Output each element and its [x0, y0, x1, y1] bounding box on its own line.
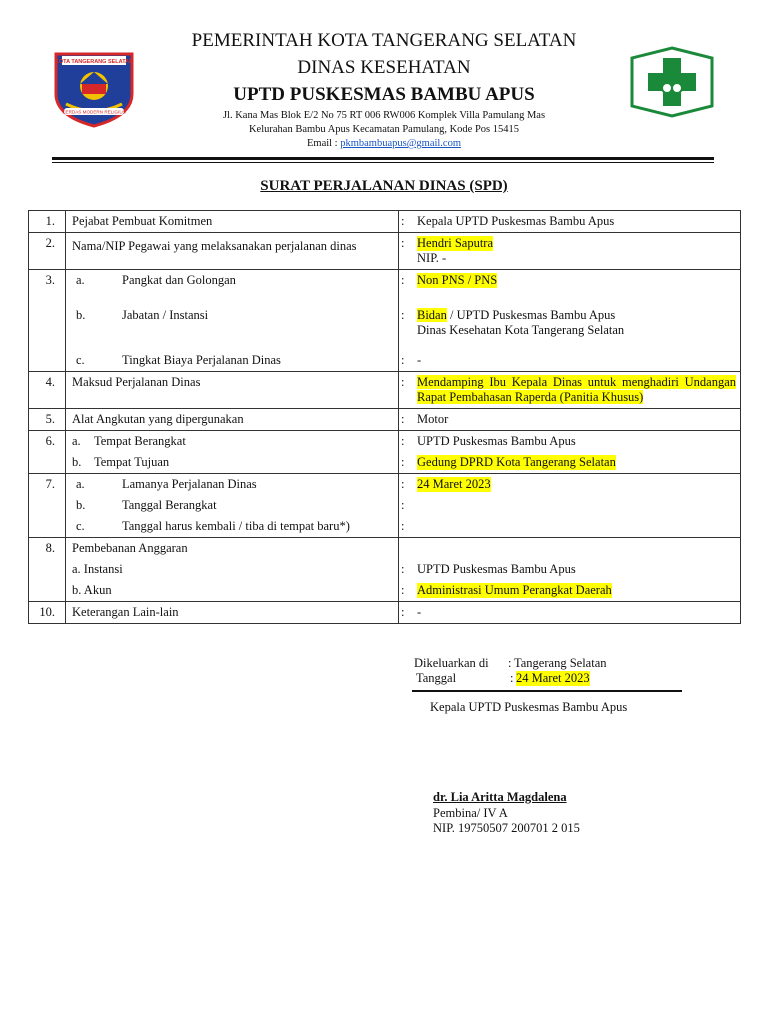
row-value: [399, 270, 741, 372]
sub-marker: c.: [76, 519, 85, 533]
rank-value: Non PNS / PNS: [417, 273, 498, 287]
colon: :: [401, 477, 405, 491]
row-value: [399, 409, 741, 431]
sub-marker: b.: [76, 308, 86, 322]
email-label: Email :: [306, 138, 341, 149]
row-number: 10.: [29, 602, 66, 624]
commitment-official: Kepala UPTD Puskesmas Bambu Apus: [417, 214, 615, 228]
remarks-value: -: [417, 605, 422, 619]
table-row: [29, 211, 741, 233]
issued-block: [414, 656, 607, 686]
row-number: 8.: [29, 538, 66, 602]
sub-label: Tanggal harus kembali / tiba di tempat baru*): [122, 519, 350, 533]
row-label: [66, 538, 399, 602]
row-value: [399, 538, 741, 602]
email-link[interactable]: pkmbambuapus@gmail.com: [340, 138, 462, 149]
agency-name: DINAS KESEHATAN: [297, 57, 471, 78]
position-value: Bidan: [417, 308, 447, 322]
sub-label: Tingkat Biaya Perjalanan Dinas: [122, 353, 281, 367]
sub-label: Jabatan / Instansi: [122, 308, 209, 322]
document-title: SURAT PERJALANAN DINAS (SPD): [260, 178, 508, 194]
row-value: [399, 372, 741, 409]
issued-rule: [412, 690, 682, 692]
employee-nip: NIP. -: [417, 251, 447, 265]
address-line-1: Jl. Kana Mas Blok E/2 No 75 RT 006 RW006 Komplek Villa Pamulang Mas: [222, 110, 546, 121]
signatory-name: dr. Lia Aritta Magdalena: [433, 790, 567, 804]
colon: :: [401, 434, 405, 448]
colon: :: [401, 273, 405, 287]
header-rule-thin: [52, 162, 714, 163]
destination-place: Gedung DPRD Kota Tangerang Selatan: [417, 455, 616, 469]
issued-place: Tangerang Selatan: [514, 656, 607, 670]
address-line-2: Kelurahan Bambu Apus Kecamatan Pamulang, Kode Pos 15415: [248, 124, 520, 135]
row-label: [66, 474, 399, 538]
colon: :: [401, 308, 405, 322]
sub-marker: a.: [76, 477, 85, 491]
sub-label: Tanggal Berangkat: [122, 498, 217, 512]
row-number: 3.: [29, 270, 66, 372]
sub-marker: c.: [76, 353, 85, 367]
colon: :: [401, 353, 405, 367]
colon: :: [401, 583, 405, 597]
sub-marker: a.: [72, 434, 81, 448]
row-value: [399, 474, 741, 538]
colon: :: [401, 605, 405, 619]
colon: :: [401, 498, 405, 512]
sub-label: Tempat Berangkat: [94, 434, 186, 448]
colon: :: [401, 455, 405, 469]
crest-motto-text: CERDAS MODERN RELIGIUS: [62, 109, 126, 115]
issued-place-label: Dikeluarkan di: [414, 656, 489, 670]
row-label: Alat Angkutan yang dipergunakan: [66, 409, 399, 431]
colon: :: [510, 671, 514, 685]
row-value: [399, 211, 741, 233]
signatory-title: Kepala UPTD Puskesmas Bambu Apus: [430, 700, 628, 714]
colon: :: [401, 375, 405, 389]
table-row: [29, 409, 741, 431]
row-value: [399, 233, 741, 270]
email-line: [0, 138, 768, 149]
spd-table: [28, 210, 741, 624]
government-name: PEMERINTAH KOTA TANGERANG SELATAN: [191, 30, 577, 51]
row-number: 1.: [29, 211, 66, 233]
row-value: [399, 431, 741, 474]
issued-date: 24 Maret 2023: [516, 671, 590, 685]
row-label: Maksud Perjalanan Dinas: [66, 372, 399, 409]
budget-label: Pembebanan Anggaran: [72, 541, 188, 555]
table-row: [29, 474, 741, 538]
colon: :: [401, 236, 405, 250]
sub-marker: a.: [76, 273, 85, 287]
cost-level-value: -: [417, 353, 422, 367]
row-label: [66, 270, 399, 372]
position-institution: / UPTD Puskesmas Bambu Apus: [446, 308, 616, 322]
employee-name: Hendri Saputra: [417, 236, 494, 250]
sub-label: Tempat Tujuan: [94, 455, 170, 469]
table-row: [29, 372, 741, 409]
row-number: 5.: [29, 409, 66, 431]
row-number: 7.: [29, 474, 66, 538]
row-value: [399, 602, 741, 624]
row-label: [66, 431, 399, 474]
table-row: [29, 431, 741, 474]
colon: :: [401, 562, 405, 576]
institution-name: UPTD PUSKESMAS BAMBU APUS: [233, 84, 535, 105]
header-rule-thick: [52, 157, 714, 160]
sub-label: Pangkat dan Golongan: [122, 273, 236, 287]
colon: :: [401, 214, 405, 228]
trip-duration: 24 Maret 2023: [417, 477, 491, 491]
table-row: [29, 233, 741, 270]
crest-top-text: KOTA TANGERANG SELATAN: [54, 59, 134, 65]
sub-label: a. Instansi: [72, 562, 123, 576]
colon: :: [401, 519, 405, 533]
row-number: 4.: [29, 372, 66, 409]
transport-value: Motor: [417, 412, 449, 426]
sub-marker: b.: [72, 455, 82, 469]
issued-date-label: Tanggal: [416, 671, 457, 685]
row-label: Nama/NIP Pegawai yang melaksanakan perjalanan dinas: [66, 233, 399, 270]
departure-place: UPTD Puskesmas Bambu Apus: [417, 434, 576, 448]
row-number: 2.: [29, 233, 66, 270]
table-row: [29, 602, 741, 624]
row-number: 6.: [29, 431, 66, 474]
budget-institution: UPTD Puskesmas Bambu Apus: [417, 562, 576, 576]
signatory-nip: NIP. 19750507 200701 2 015: [433, 821, 580, 835]
colon: :: [401, 412, 405, 426]
table-row: [29, 270, 741, 372]
budget-account: Administrasi Umum Perangkat Daerah: [417, 583, 612, 597]
row-label: Keterangan Lain-lain: [66, 602, 399, 624]
signatory-rank: Pembina/ IV A: [433, 806, 508, 820]
table-row: [29, 538, 741, 602]
trip-purpose: Mendamping Ibu Kepala Dinas untuk menghadiri Undangan Rapat Pembahasan Raperda (Panitia Khusus): [417, 375, 736, 404]
colon: :: [508, 656, 512, 670]
sub-label: Lamanya Perjalanan Dinas: [122, 477, 257, 491]
row-label: Pejabat Pembuat Komitmen: [66, 211, 399, 233]
sub-marker: b.: [76, 498, 86, 512]
sub-label: b. Akun: [72, 583, 112, 597]
position-agency: Dinas Kesehatan Kota Tangerang Selatan: [417, 323, 625, 337]
